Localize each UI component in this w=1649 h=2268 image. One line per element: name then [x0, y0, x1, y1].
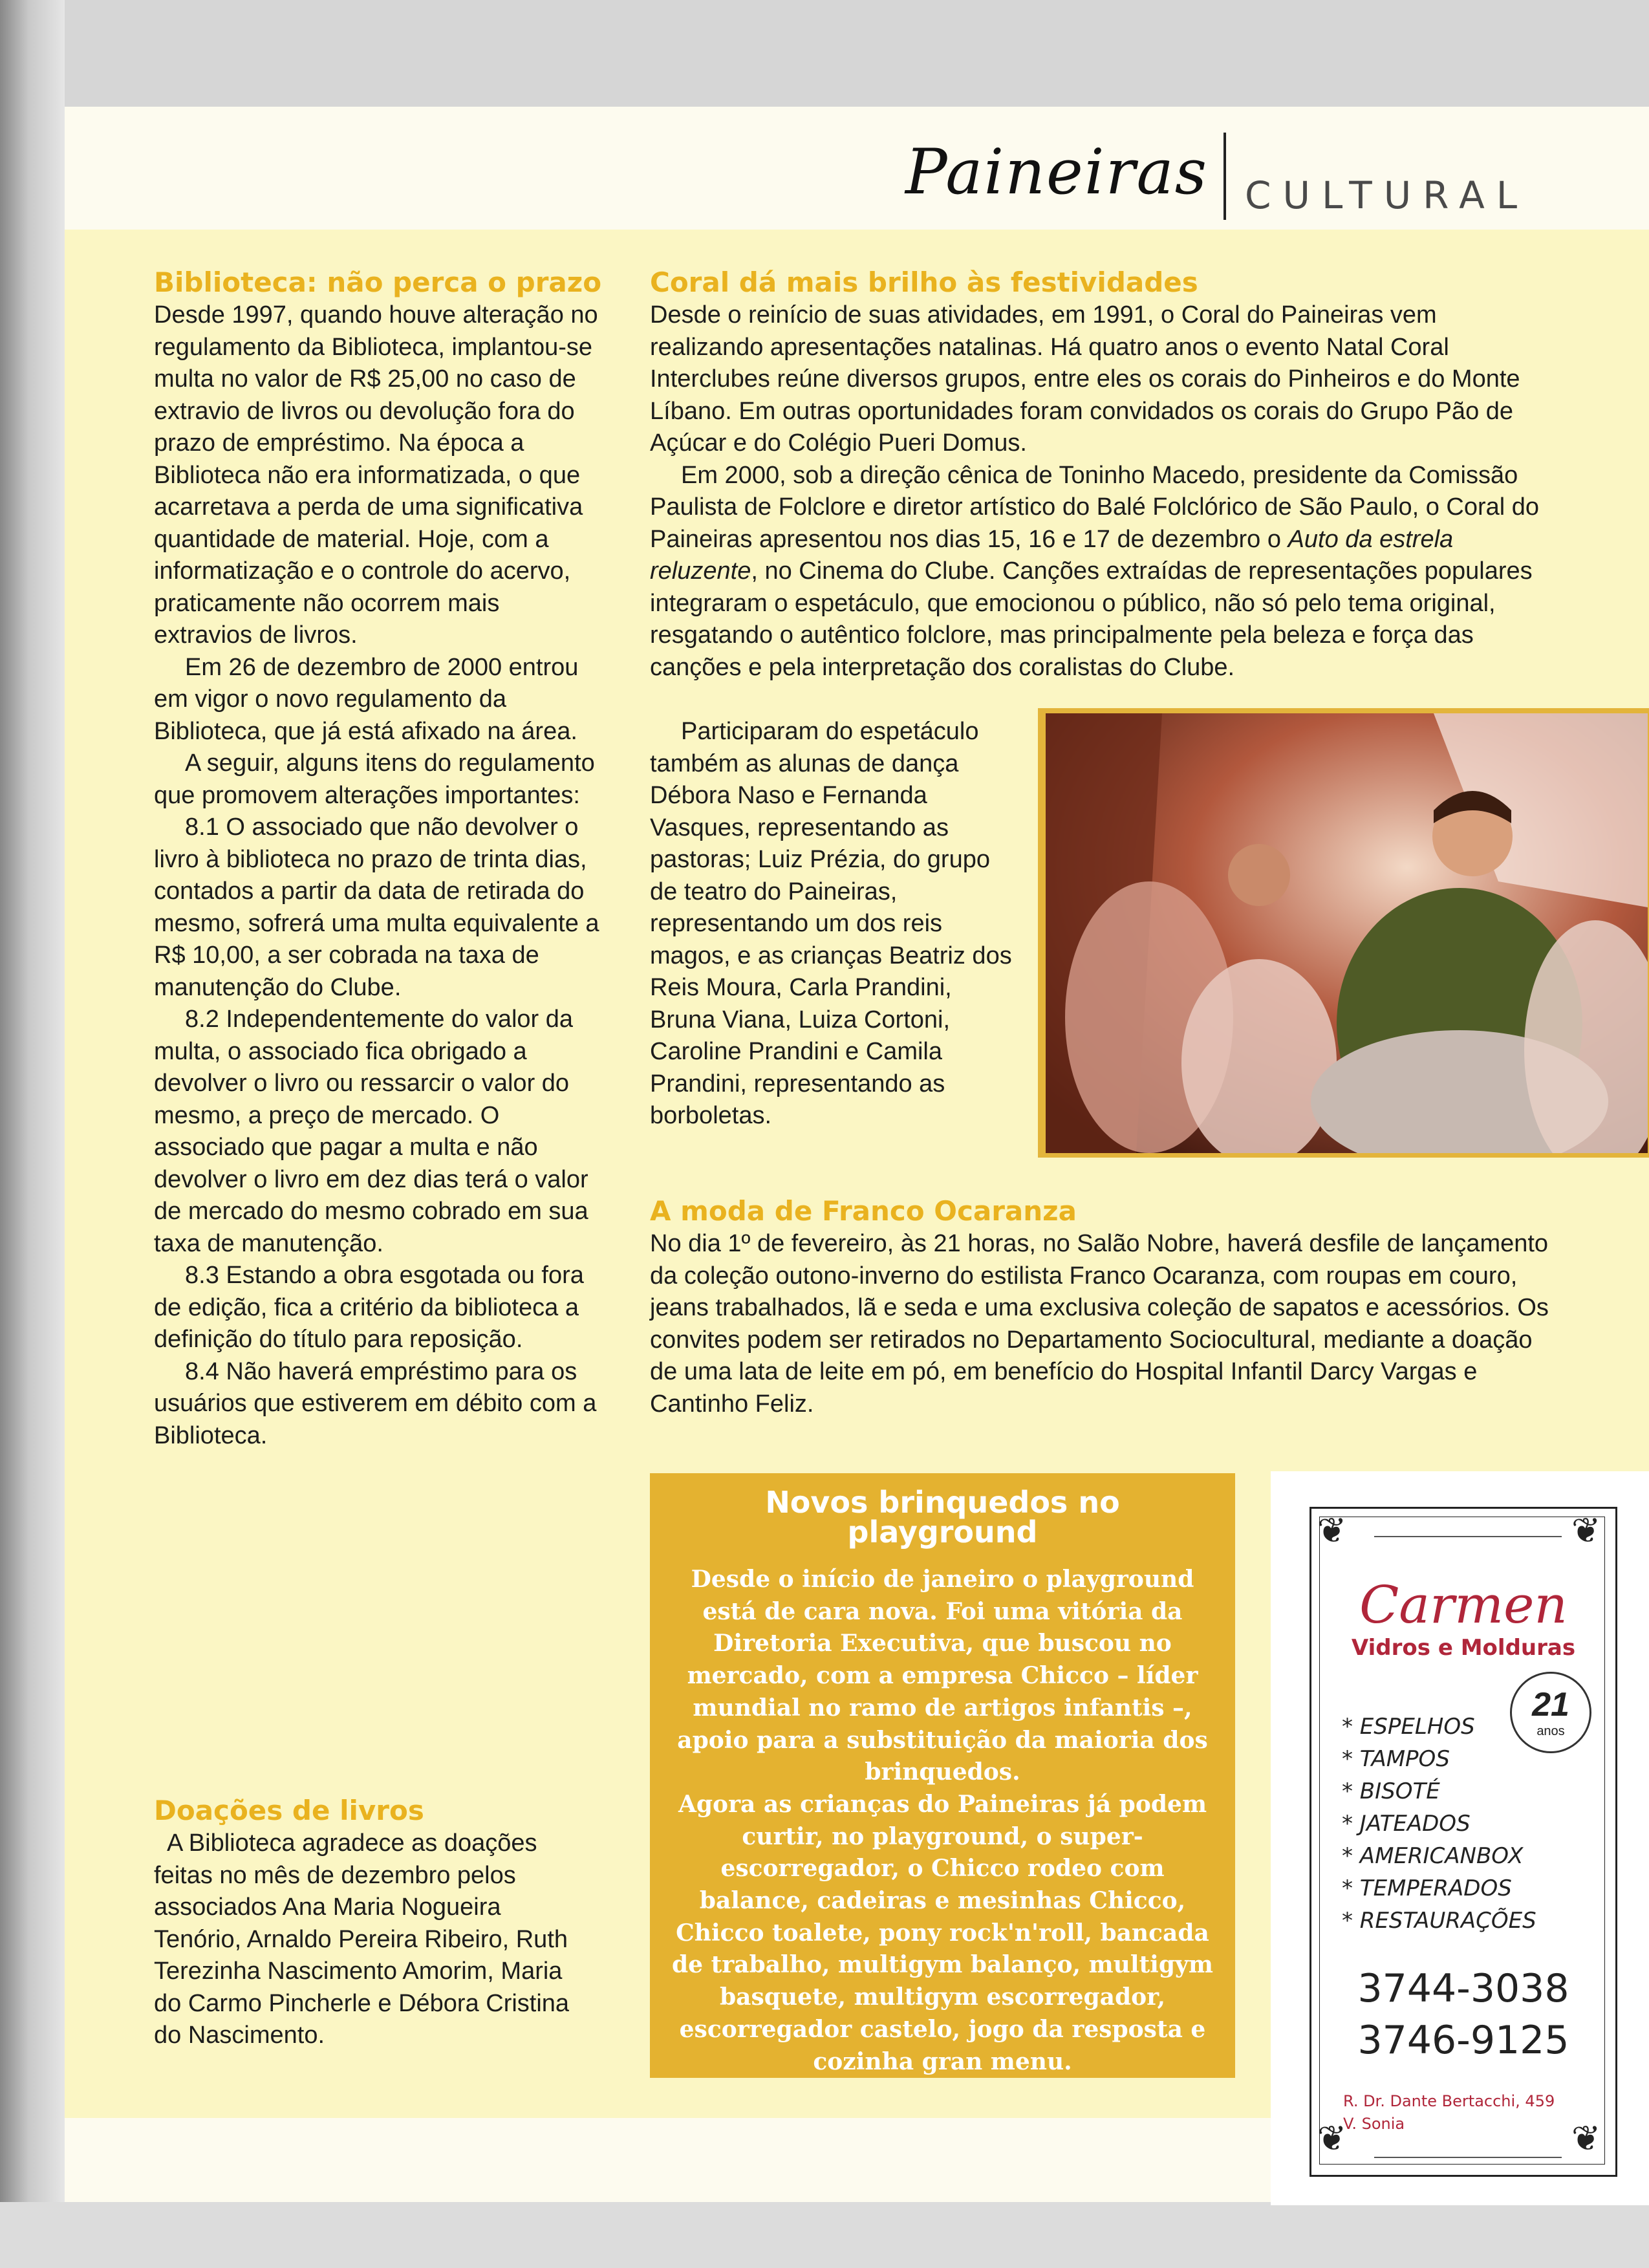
scan-margin-bottom [0, 2202, 1649, 2268]
biblioteca-heading: Biblioteca: não perca o prazo [154, 266, 602, 298]
coral-paragraph-2 [650, 460, 1549, 684]
coral-paragraph-3: Participaram do espetáculo também as alunas de dança Débora Naso e Fernanda Vasques, representando as pastoras; Luiz Prézia, do grupo de teatro do Paineiras, representando um dos reis magos, e as crianças Beatriz dos Reis Moura, Carla Prandini, Bruna Viana, Luiza Cortoni, Caroline Prandini e Camila Prandini, representando as borboletas. [650, 718, 1012, 1129]
moda-article [650, 1228, 1549, 1420]
header-divider [1223, 133, 1226, 220]
anniversary-number: 21 [1532, 1686, 1569, 1723]
coral-p2-before: Em 2000, sob a direção cênica de Toninho Macedo, presidente da Comissão Paulista de Folclore e diretor artístico do Balé Folclórico de São Paulo, o Coral do Paineiras apresentou nos dias 15, 16 e 17 de dezembro o [650, 461, 1540, 553]
coral-p2-after: , no Cinema do Clube. Canções extraídas de representações populares integraram o espetáculo, que emocionou o público, não só pelo tema original, resgatando o autêntico folclore, mas principalmente pela beleza e força das canções e pela interpretação dos coralistas do Clube. [650, 557, 1533, 681]
ad-service-item: * BISOTÉ [1342, 1778, 1440, 1804]
ad-phone-1: 3744-3038 [1357, 1966, 1569, 2011]
ad-business-name: Carmen [1359, 1575, 1568, 1635]
ad-divider-top [1374, 1536, 1562, 1537]
doacoes-heading: Doações de livros [154, 1795, 424, 1826]
play-title: Auto da estrela reluzente [650, 525, 1454, 585]
ornament-top-right-icon: ❦ [1571, 1510, 1601, 1551]
performance-photo-image [1046, 713, 1648, 1153]
regulation-item-8-4: 8.4 Não haverá empréstimo para os usuários que estiverem em débito com a Biblioteca. [154, 1357, 597, 1449]
ad-service-item: * TAMPOS [1342, 1746, 1450, 1772]
playground-box-title [650, 1485, 1235, 1550]
moda-heading: A moda de Franco Ocaranza [650, 1195, 1077, 1227]
scan-margin-top [0, 0, 1649, 107]
regulation-item-8-3: 8.3 Estando a obra esgotada ou fora de edição, fica a critério da biblioteca a definição do título para reposição. [154, 1262, 584, 1353]
coral-heading: Coral dá mais brilho às festividades [650, 266, 1198, 298]
ornament-bottom-right-icon: ❦ [1571, 2118, 1601, 2159]
biblioteca-paragraph-3: A seguir, alguns itens do regulamento que promovem alterações importantes: [154, 750, 595, 809]
biblioteca-article [154, 299, 600, 1452]
playground-box [650, 1473, 1235, 2078]
performance-photo [1038, 708, 1649, 1158]
ad-address-line-2: V. Sonia [1343, 2115, 1405, 2133]
playground-paragraph-1: Desde o início de janeiro o playground está de cara nova. Foi uma vitória da Diretoria Executiva, que buscou no mercado, com a empresa Chicco – líder mundial no ramo de artigos infantis –, apoio para a substituição da maioria dos brinquedos. [677, 1566, 1208, 1786]
anniversary-label: anos [1536, 1724, 1565, 1738]
playground-paragraph-2: Agora as crianças do Paineiras já podem curtir, no playground, o super-escorregador, o Chicco rodeo com balance, cadeiras e mesinhas Chicco, Chicco toalete, pony rock'n'roll, bancada de trabalho, multigym balanço, multigym basquete, multigym escorregador, escorregador castelo, jogo da resposta e cozinha gran menu. [671, 1790, 1214, 2075]
playground-box-body [669, 1564, 1216, 2078]
coral-paragraph-1: Desde o reinício de suas atividades, em 1991, o Coral do Paineiras vem realizando apresentações natalinas. Há quatro anos o evento Natal Coral Interclubes reúne diversos grupos, entre eles os corais do Pinheiros e do Monte Líbano. Em outras oportunidades foram convidados os corais do Grupo Pão de Açúcar e do Colégio Pueri Domus. [650, 301, 1520, 457]
doacoes-paragraph: A Biblioteca agradece as doações feitas no mês de dezembro pelos associados Ana Maria Nogueira Tenório, Arnaldo Pereira Ribeiro, Ruth Terezinha Nascimento Amorim, Maria do Carmo Pincherle e Débora Cristina do Nascimento. [154, 1830, 570, 2049]
doacoes-article [154, 1828, 574, 2052]
ad-services-list [1342, 1711, 1536, 1937]
coral-article [650, 299, 1549, 684]
ad-business-subtitle: Vidros e Molduras [1351, 1635, 1576, 1661]
biblioteca-paragraph-1: Desde 1997, quando houve alteração no regulamento da Biblioteca, implantou-se multa no valor de R$ 25,00 no caso de extravio de livros ou devolução fora do prazo de empréstimo. Na época a Biblioteca não era informatizada, o que acarretava a perda de uma significativa quantidade de material. Hoje, com a informatização e o controle do acervo, praticamente não ocorrem mais extravios de livros. [154, 301, 598, 649]
ornament-top-left-icon: ❦ [1317, 1510, 1347, 1551]
regulation-item-8-1: 8.1 O associado que não devolver o livro à biblioteca no prazo de trinta dias, contados a partir da data de retirada do mesmo, sofrerá uma multa equivalente a R$ 10,00, a ser cobrada na taxa de manutenção do Clube. [154, 814, 599, 1001]
ad-phone-2: 3746-9125 [1357, 2018, 1569, 2063]
ornament-bottom-left-icon: ❦ [1317, 2118, 1347, 2159]
biblioteca-paragraph-2: Em 26 de dezembro de 2000 entrou em vigor o novo regulamento da Biblioteca, que já está afixado na área. [154, 653, 579, 745]
playground-title-line-2: playground [847, 1515, 1038, 1550]
ad-service-item: * RESTAURAÇÕES [1342, 1908, 1536, 1934]
ad-divider-bottom [1374, 2157, 1562, 2158]
ad-service-item: * ESPELHOS [1342, 1714, 1475, 1740]
moda-paragraph: No dia 1º de fevereiro, às 21 horas, no Salão Nobre, haverá desfile de lançamento da coleção outono-inverno do estilista Franco Ocaranza, com roupas em couro, jeans trabalhados, lã e seda e uma exclusiva coleção de sapatos e acessórios. Os convites podem ser retirados no Departamento Sociocultural, mediante a doação de uma lata de leite em pó, em benefício do Hospital Infantil Darcy Vargas e Cantinho Feliz. [650, 1230, 1549, 1418]
ad-service-item: * TEMPERADOS [1342, 1875, 1512, 1901]
section-label: CULTURAL [1245, 173, 1529, 217]
playground-title-line-1: Novos brinquedos no [765, 1485, 1120, 1520]
ad-service-item: * JATEADOS [1342, 1811, 1471, 1837]
regulation-item-8-2: 8.2 Independentemente do valor da multa, o associado fica obrigado a devolver o livro ou ressarcir o valor do mesmo, a preço de mercado. O associado que pagar a multa e não devolver o livro em dez dias terá o valor de mercado do mesmo cobrado em sua taxa de manutenção. [154, 1006, 588, 1257]
brand-logo: Paineiras [905, 136, 1208, 208]
ad-service-item: * AMERICANBOX [1342, 1843, 1524, 1869]
ad-address-line-1: R. Dr. Dante Bertacchi, 459 [1343, 2092, 1555, 2110]
coral-article-continued [650, 716, 1018, 1132]
carmen-advertisement [1271, 1471, 1649, 2205]
page-binding [0, 0, 65, 2268]
